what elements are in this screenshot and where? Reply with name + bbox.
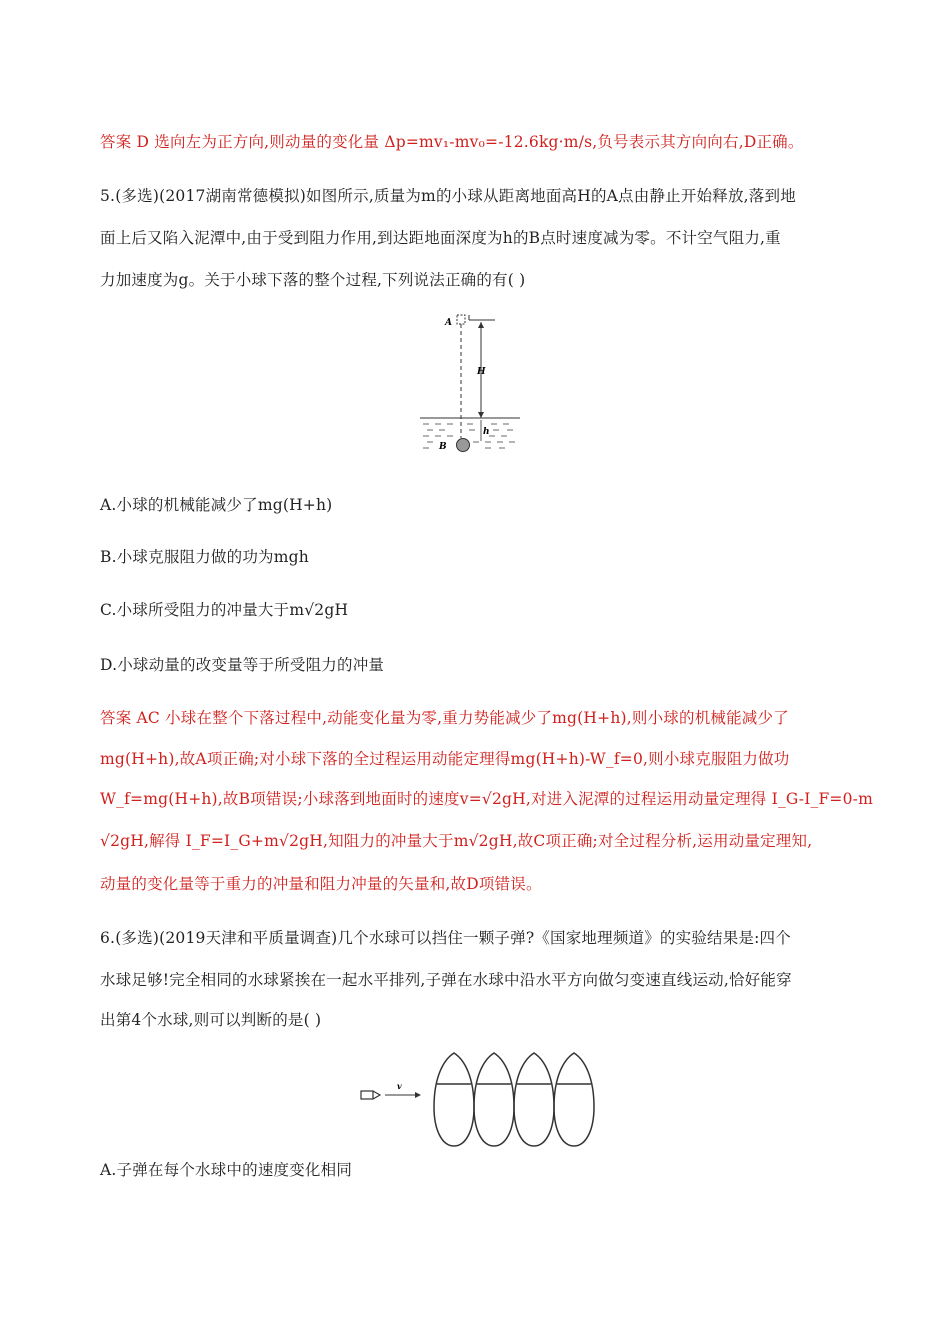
question-5-option-c: C.小球所受阻力的冲量大于m√2gH bbox=[100, 601, 349, 619]
question-6-line-3: 出第4个水球,则可以判断的是( ) bbox=[100, 1011, 322, 1029]
answer-5-line-1: 答案 AC 小球在整个下落过程中,动能变化量为零,重力势能减少了mg(H+h),则小球的机械能减少了 bbox=[100, 709, 789, 727]
water-ball-1 bbox=[434, 1053, 474, 1146]
question-5-line-1: 5.(多选)(2017湖南常德模拟)如图所示,质量为m的小球从距离地面高H的A点由静止开始释放,落到地 bbox=[100, 187, 796, 205]
answer-4-text: 答案 D 选向左为正方向,则动量的变化量 Δp=mv₁-mv₀=-12.6kg·m/s,负号表示其方向向右,D正确。 bbox=[100, 133, 804, 151]
ball-mud-figure bbox=[415, 308, 525, 458]
question-5-option-b: B.小球克服阻力做的功为mgh bbox=[100, 548, 309, 566]
bullet-water-balls-figure bbox=[355, 1050, 605, 1150]
label-H: H bbox=[477, 367, 486, 377]
label-A: A bbox=[445, 318, 452, 328]
answer-5-line-3: W_f=mg(H+h),故B项错误;小球落到地面时的速度v=√2gH,对进入泥潭的过程运用动量定理得 I_G-I_F=0-m bbox=[100, 790, 874, 808]
label-h: h bbox=[483, 427, 490, 437]
label-B: B bbox=[439, 442, 447, 452]
question-5-option-a: A.小球的机械能减少了mg(H+h) bbox=[100, 496, 333, 514]
water-ball-4 bbox=[554, 1053, 594, 1146]
question-5-line-3: 力加速度为g。关于小球下落的整个过程,下列说法正确的有( ) bbox=[100, 271, 526, 289]
bullet-icon bbox=[361, 1091, 380, 1099]
question-5-option-d: D.小球动量的改变量等于所受阻力的冲量 bbox=[100, 656, 385, 674]
answer-5-line-5: 动量的变化量等于重力的冲量和阻力冲量的矢量和,故D项错误。 bbox=[100, 875, 542, 893]
answer-5-line-2: mg(H+h),故A项正确;对小球下落的全过程运用动能定理得mg(H+h)-W_f=0,则小球克服阻力做功 bbox=[100, 750, 790, 768]
question-5-line-2: 面上后又陷入泥潭中,由于受到阻力作用,到达距地面深度为h的B点时速度减为零。不计空气阻力,重 bbox=[100, 229, 781, 247]
velocity-label: v bbox=[397, 1081, 402, 1091]
question-6-line-1: 6.(多选)(2019天津和平质量调查)几个水球可以挡住一颗子弹?《国家地理频道》的实验结果是:四个 bbox=[100, 929, 791, 947]
question-6-option-a: A.子弹在每个水球中的速度变化相同 bbox=[100, 1161, 353, 1179]
answer-5-line-4: √2gH,解得 I_F=I_G+m√2gH,知阻力的冲量大于m√2gH,故C项正确;对全过程分析,运用动量定理知, bbox=[100, 832, 813, 850]
water-ball-3 bbox=[514, 1053, 554, 1146]
water-ball-2 bbox=[474, 1053, 514, 1146]
ball-icon bbox=[457, 439, 470, 452]
question-6-line-2: 水球足够!完全相同的水球紧挨在一起水平排列,子弹在水球中沿水平方向做匀变速直线运动,恰好能穿 bbox=[100, 971, 792, 989]
